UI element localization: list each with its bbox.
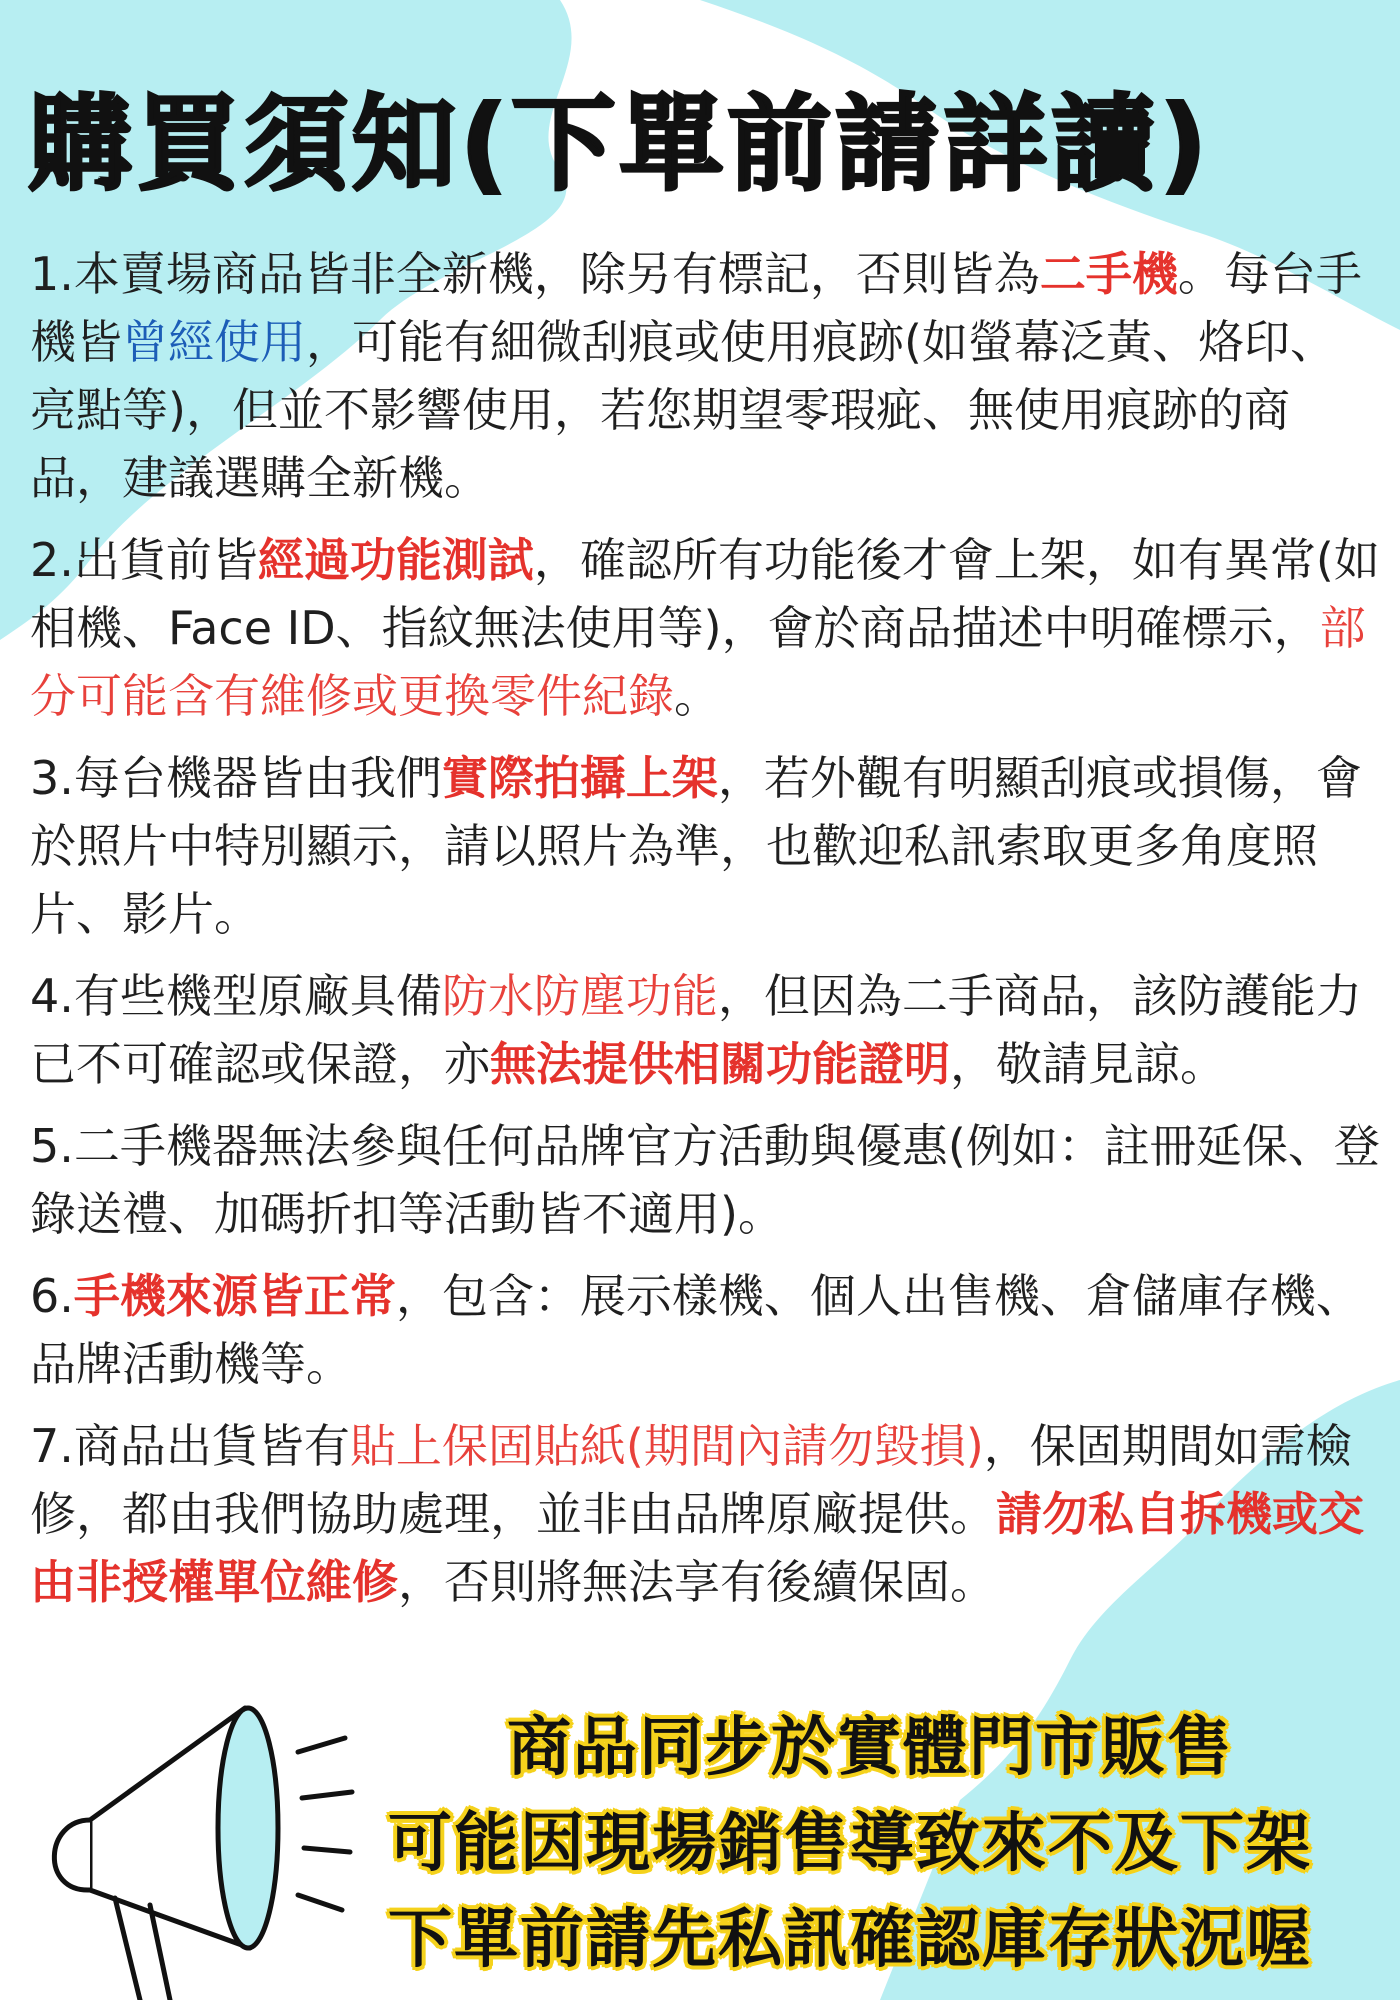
notice-line-3: 下單前請先私訊確認庫存狀況喔 (388, 1903, 1312, 1977)
list-item-5: 5.二手機器無法參與任何品牌官方活動與優惠(例如：註冊延保、登錄送禮、加碼折扣等活動皆不適用)。 (30, 1119, 1380, 1241)
notice-line-1: 商品同步於實體門市販售 (507, 1711, 1233, 1785)
notice-list (30, 240, 1380, 1630)
highlight-no-proof: 無法提供相關功能證明 (490, 1037, 950, 1091)
store-notice (340, 1700, 1360, 1988)
megaphone-icon (20, 1680, 360, 2000)
highlight-warranty-sticker: 貼上保固貼紙(期間內請勿毀損) (349, 1419, 984, 1473)
highlight-real-photo: 實際拍攝上架 (441, 751, 718, 805)
highlight-secondhand: 二手機 (1039, 247, 1178, 301)
list-item-3: 3.每台機器皆由我們實際拍攝上架，若外觀有明顯刮痕或損傷，會於照片中特別顯示，請以照片為準，也歡迎私訊索取更多角度照片、影片。 (30, 751, 1362, 941)
notice-line-2: 可能因現場銷售導致來不及下架 (388, 1807, 1312, 1881)
highlight-repair-record: 部分可能含有維修或更換零件紀錄 (30, 601, 1366, 723)
highlight-function-test: 經過功能測試 (257, 533, 534, 587)
list-item-4: 4.有些機型原廠具備防水防塵功能，但因為二手商品，該防護能力已不可確認或保證，亦無法提供相關功能證明，敬請見諒。 (30, 969, 1362, 1091)
list-item-1: 1.本賣場商品皆非全新機，除另有標記，否則皆為二手機。每台手機皆曾經使用，可能有細微刮痕或使用痕跡(如螢幕泛黃、烙印、亮點等)，但並不影響使用，若您期望零瑕疵、無使用痕跡的商品，建議選購全新機。 (30, 247, 1362, 505)
list-item-7: 7.商品出貨皆有貼上保固貼紙(期間內請勿毀損)，保固期間如需檢修，都由我們協助處理，並非由品牌原廠提供。請勿私自拆機或交由非授權單位維修，否則將無法享有後續保固。 (30, 1419, 1364, 1609)
highlight-no-self-repair: 請勿私自拆機或交由非授權單位維修 (30, 1487, 1364, 1609)
highlight-source-normal: 手機來源皆正常 (73, 1269, 396, 1323)
highlight-waterproof: 防水防塵功能 (441, 969, 718, 1023)
list-item-6: 6.手機來源皆正常，包含：展示樣機、個人出售機、倉儲庫存機、品牌活動機等。 (30, 1269, 1362, 1391)
highlight-used: 曾經使用 (122, 315, 306, 369)
page-title: 購買須知(下單前請詳讀) (28, 83, 1212, 205)
list-item-2: 2.出貨前皆經過功能測試，確認所有功能後才會上架，如有異常(如相機、Face ID、指紋無法使用等)，會於商品描述中明確標示，部分可能含有維修或更換零件紀錄。 (30, 533, 1380, 723)
